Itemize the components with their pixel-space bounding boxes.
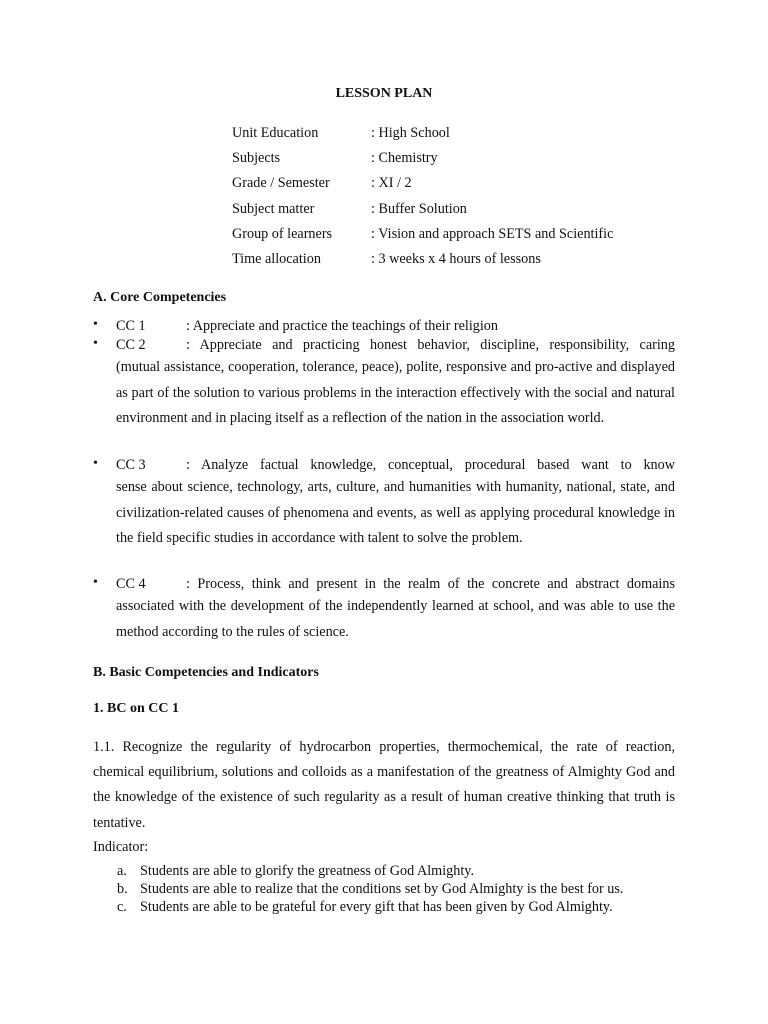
cc-first-line <box>116 456 675 475</box>
info-label: Unit Education <box>232 125 319 141</box>
cc-code: CC 4 <box>116 576 146 592</box>
cc-code: CC 1 <box>116 318 146 334</box>
list-item <box>93 317 675 336</box>
info-row-subjects <box>232 148 692 173</box>
info-row-subject-matter <box>232 199 692 224</box>
cc-description: : Analyze factual knowledge, conceptual, procedural based want to know <box>186 457 675 473</box>
cc-first-line <box>116 317 675 336</box>
list-item <box>117 862 677 880</box>
info-row-time-allocation <box>232 249 692 274</box>
info-label: Time allocation <box>232 250 321 267</box>
list-item <box>93 575 675 645</box>
info-label: Group of learners <box>232 225 333 242</box>
list-marker: a. <box>117 863 127 879</box>
indicator-text: Students are able to realize that the conditions set by God Almighty is the best for us. <box>140 881 624 898</box>
info-value: : XI / 2 <box>371 175 412 192</box>
list-marker: b. <box>117 881 128 898</box>
list-item <box>117 898 677 916</box>
cc-code: CC 2 <box>116 337 146 353</box>
cc-description-continued: associated with the development of the independently learned at school, and was able to use the method according to the rules of science. <box>116 598 675 640</box>
list-marker: c. <box>117 899 127 916</box>
bullet-icon: • <box>93 456 98 471</box>
info-label: Subject matter <box>232 200 315 217</box>
list-item <box>117 880 677 898</box>
section-b-heading: B. Basic Competencies and Indicators <box>93 665 319 680</box>
info-row-group-of-learners <box>232 224 692 249</box>
info-value: : 3 weeks x 4 hours of lessons <box>371 250 541 267</box>
cc-description-continued: sense about science, technology, arts, culture, and humanities with humanity, national, state, and civilization-related causes of phenomena and events, as well as applying procedural knowledge in the field specific studies in accordance with talent to solve the problem. <box>116 479 675 546</box>
info-value: : Buffer Solution <box>371 200 467 217</box>
info-label: Subjects <box>232 150 281 167</box>
bc-cc1-heading: 1. BC on CC 1 <box>93 701 179 716</box>
cc-first-line <box>116 336 675 355</box>
info-label: Grade / Semester <box>232 175 330 192</box>
cc-description: : Process, think and present in the realm of the concrete and abstract domains <box>186 576 675 592</box>
info-value: : High School <box>371 125 450 141</box>
competency-paragraph: 1.1. Recognize the regularity of hydrocarbon properties, thermochemical, the rate of reaction, chemical equilibrium, solutions and colloids as a manifestation of the greatness of Almighty God and the knowledge of the existence of such regularity as a result of human creative thinking that truth is tentative. <box>93 739 675 831</box>
info-row-unit-education <box>232 123 692 148</box>
indicator-text: Students are able to be grateful for every gift that has been given by God Almighty. <box>140 899 613 916</box>
indicator-text: Students are able to glorify the greatness of God Almighty. <box>140 863 474 879</box>
cc-description: : Appreciate and practicing honest behavior, discipline, responsibility, caring <box>186 337 675 353</box>
core-competency-cc1 <box>93 317 675 336</box>
info-value: : Chemistry <box>371 150 438 167</box>
section-a-heading: A. Core Competencies <box>93 290 227 305</box>
core-competency-cc4 <box>93 575 675 645</box>
info-value: : Vision and approach SETS and Scientific <box>371 225 614 242</box>
indicator-list <box>117 862 677 917</box>
lesson-info-table <box>232 123 692 274</box>
cc-description: : Appreciate and practice the teachings of their religion <box>186 318 498 334</box>
core-competency-cc2 <box>93 336 675 432</box>
bullet-icon: • <box>93 336 98 351</box>
cc-code: CC 3 <box>116 457 146 473</box>
bullet-icon: • <box>93 575 98 590</box>
cc-description-continued: (mutual assistance, cooperation, tolerance, peace), polite, responsive and pro-active and displayed as part of the solution to various problems in the interaction effectively with the social and natural environment and in placing itself as a reflection of the nation in the association world. <box>116 359 675 426</box>
info-row-grade-semester <box>232 173 692 198</box>
list-item <box>93 456 675 552</box>
list-item <box>93 336 675 432</box>
document-title: LESSON PLAN <box>335 86 433 101</box>
core-competency-cc3 <box>93 456 675 552</box>
indicator-label: Indicator: <box>93 839 149 855</box>
cc-first-line <box>116 575 675 594</box>
bullet-icon: • <box>93 317 98 332</box>
